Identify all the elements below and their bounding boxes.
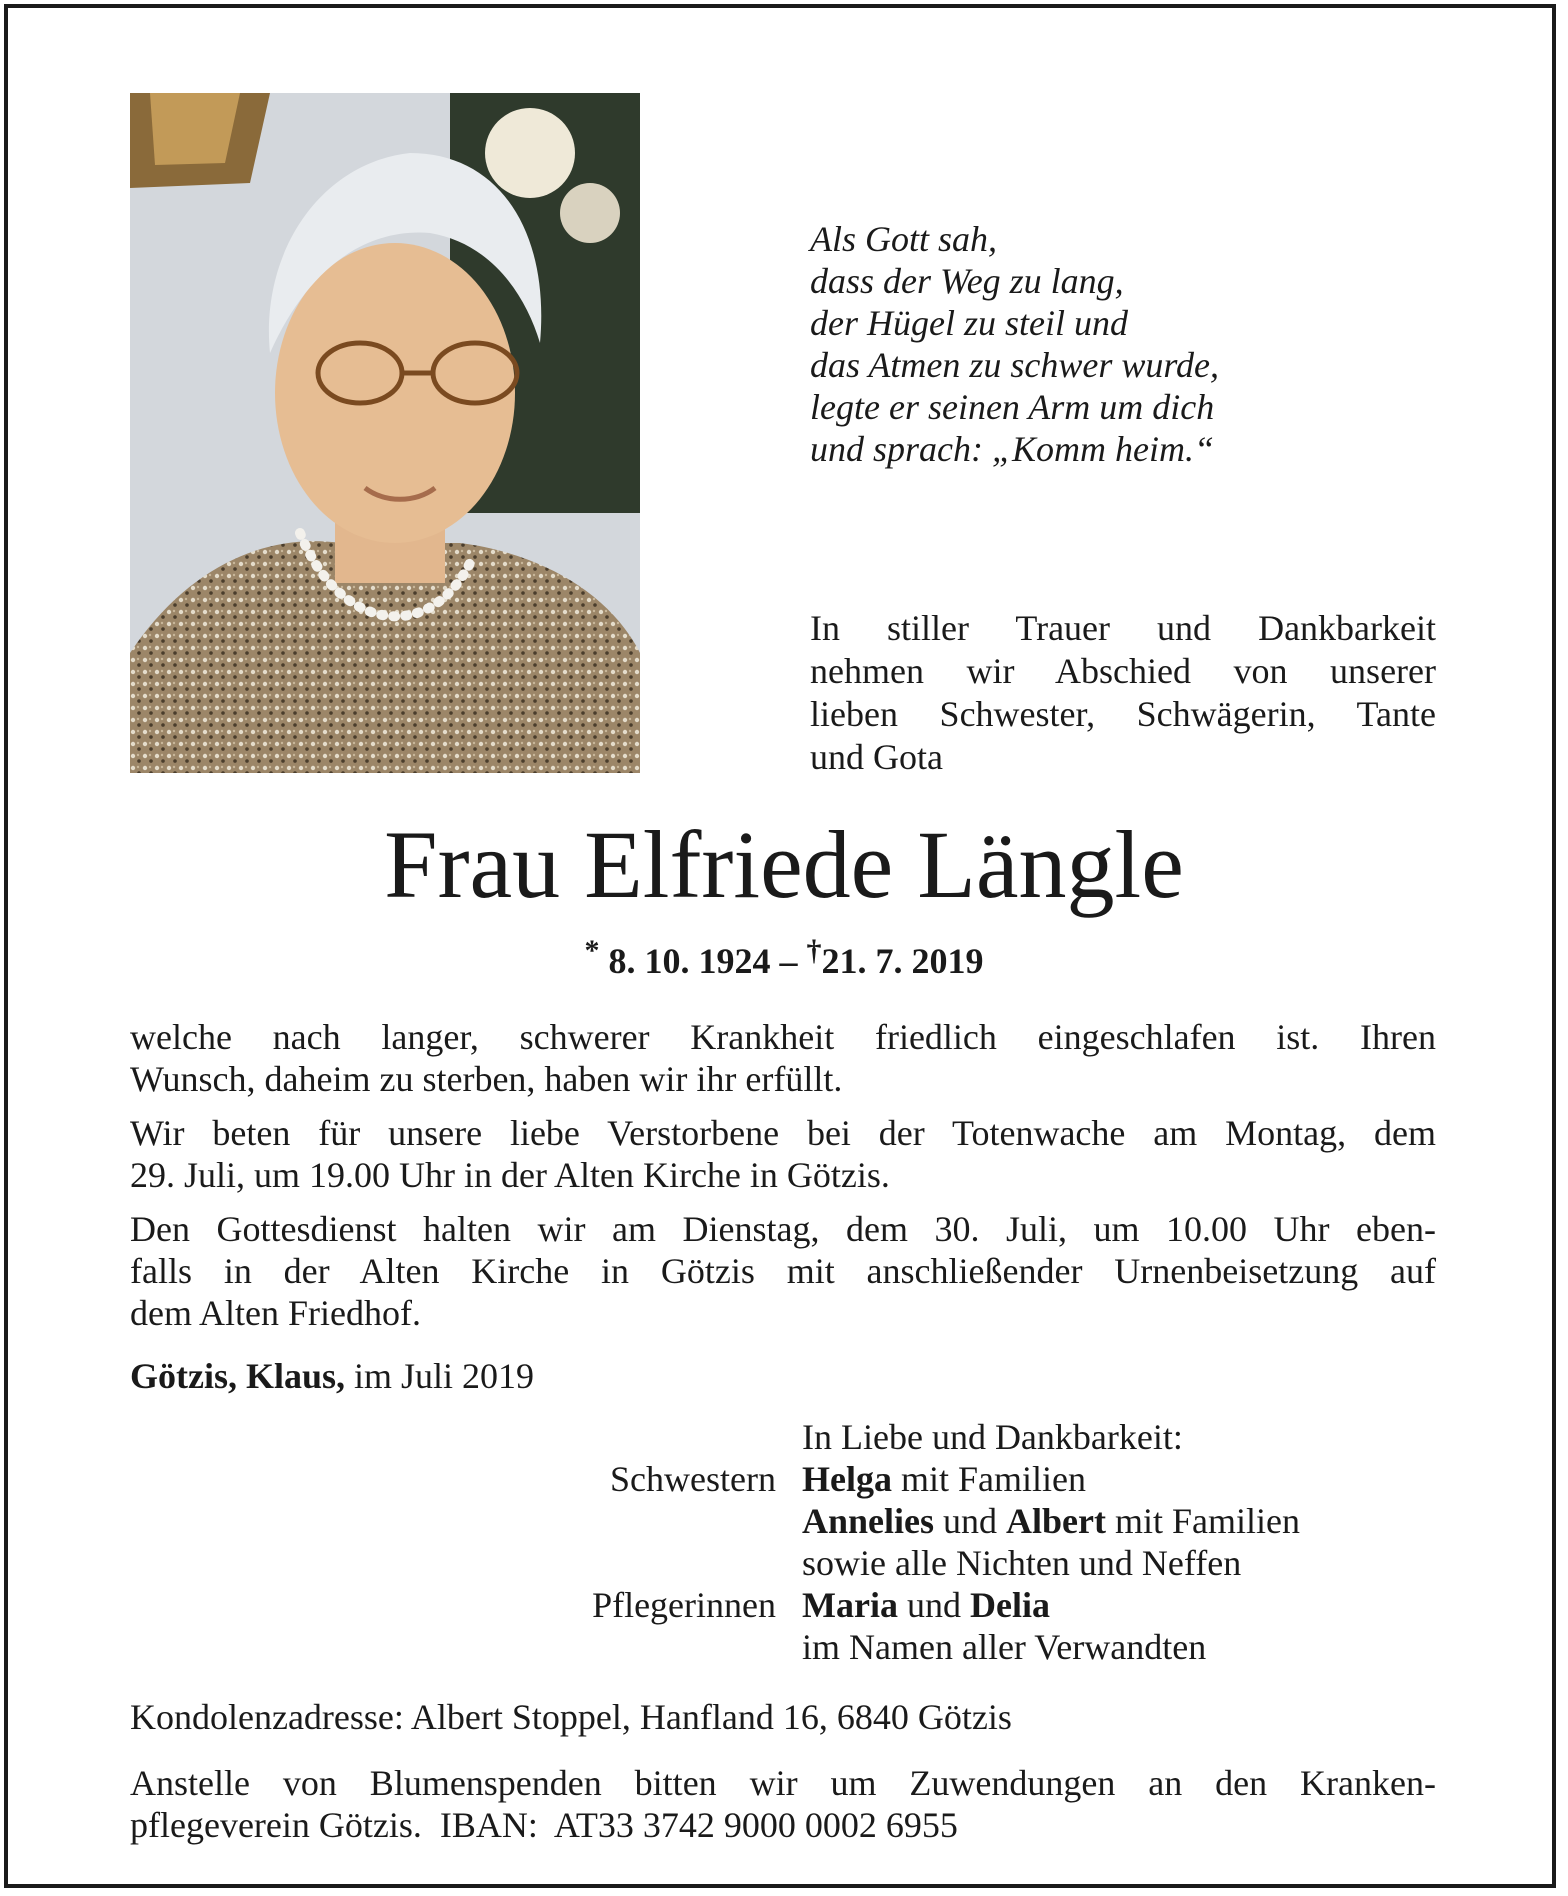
- relation-text: mit Familien: [1105, 1501, 1300, 1541]
- relatives-line: im Namen aller Verwandten: [802, 1627, 1207, 1667]
- portrait-photo: [130, 93, 640, 773]
- place-date: [130, 1355, 534, 1397]
- condolence-address: Kondolenzadresse: Albert Stoppel, Hanfland 16, 6840 Götzis: [130, 1697, 1012, 1737]
- sister-name: Helga: [802, 1459, 892, 1499]
- deceased-name: Frau Elfriede Längle: [384, 811, 1184, 918]
- intro-text: [810, 607, 1436, 779]
- poem-line: Als Gott sah,: [810, 219, 998, 259]
- body-line: 29. Juli, um 19.00 Uhr in der Alten Kirche in Götzis.: [130, 1155, 890, 1195]
- paragraph-service: [130, 1208, 1436, 1334]
- note-line: Anstelle von Blumenspenden bitten wir um Zuwendungen an den Kranken-: [130, 1763, 1436, 1803]
- sister-name: Annelies: [802, 1501, 935, 1541]
- body-line: dem Alten Friedhof.: [130, 1293, 421, 1333]
- note-line: pflegeverein Götzis. IBAN: AT33 3742 9000 0002 6955: [130, 1805, 958, 1845]
- signature-block: [0, 1416, 1568, 1668]
- birth-mark: *: [584, 934, 600, 967]
- nieces-line: sowie alle Nichten und Neffen: [802, 1543, 1242, 1583]
- intro-line: lieben Schwester, Schwägerin, Tante: [810, 694, 1436, 734]
- partner-name: Albert: [1006, 1501, 1106, 1541]
- poem-line: legte er seinen Arm um dich: [810, 387, 1215, 427]
- poem-line: dass der Weg zu lang,: [810, 261, 1124, 301]
- signature-intro: In Liebe und Dankbarkeit:: [802, 1417, 1183, 1457]
- poem-line: der Hügel zu steil und: [810, 303, 1128, 343]
- paragraph-wake: [130, 1112, 1436, 1196]
- date-dash: –: [779, 941, 798, 981]
- body-line: falls in der Alten Kirche in Götzis mit anschließender Urnenbeisetzung auf: [130, 1251, 1436, 1291]
- death-date: 21. 7. 2019: [821, 941, 984, 981]
- death-mark: †: [806, 934, 822, 967]
- place-date-rest: im Juli 2019: [345, 1356, 535, 1396]
- body-line: Den Gottesdienst halten wir am Dienstag, dem 30. Juli, um 10.00 Uhr eben-: [130, 1209, 1436, 1249]
- carer-name: Maria: [802, 1585, 898, 1625]
- portrait-illustration: [130, 93, 640, 773]
- donation-note: [130, 1762, 1436, 1846]
- relation-text: mit Familien: [891, 1459, 1086, 1499]
- birth-date: 8. 10. 1924: [608, 941, 771, 981]
- life-dates: [0, 934, 1568, 982]
- notice-body: [130, 1016, 1436, 1346]
- conjunction: und: [897, 1585, 970, 1625]
- sisters-label: Schwestern: [610, 1459, 776, 1499]
- place-names: Götzis, Klaus,: [130, 1356, 346, 1396]
- poem-line: und sprach: „Komm heim.“: [810, 429, 1215, 469]
- body-line: Wunsch, daheim zu sterben, haben wir ihr erfüllt.: [130, 1059, 843, 1099]
- conjunction: und: [934, 1501, 1007, 1541]
- poem: [810, 218, 1219, 470]
- paragraph-death: [130, 1016, 1436, 1100]
- poem-line: das Atmen zu schwer wurde,: [810, 345, 1219, 385]
- body-line: welche nach langer, schwerer Krankheit friedlich eingeschlafen ist. Ihren: [130, 1017, 1436, 1057]
- carers-label: Pflegerinnen: [592, 1585, 776, 1625]
- body-line: Wir beten für unsere liebe Verstorbene bei der Totenwache am Montag, dem: [130, 1113, 1436, 1153]
- intro-line: und Gota: [810, 737, 943, 777]
- intro-line: In stiller Trauer und Dankbarkeit: [810, 608, 1436, 648]
- intro-line: nehmen wir Abschied von unserer: [810, 651, 1436, 691]
- carer-name: Delia: [969, 1585, 1050, 1625]
